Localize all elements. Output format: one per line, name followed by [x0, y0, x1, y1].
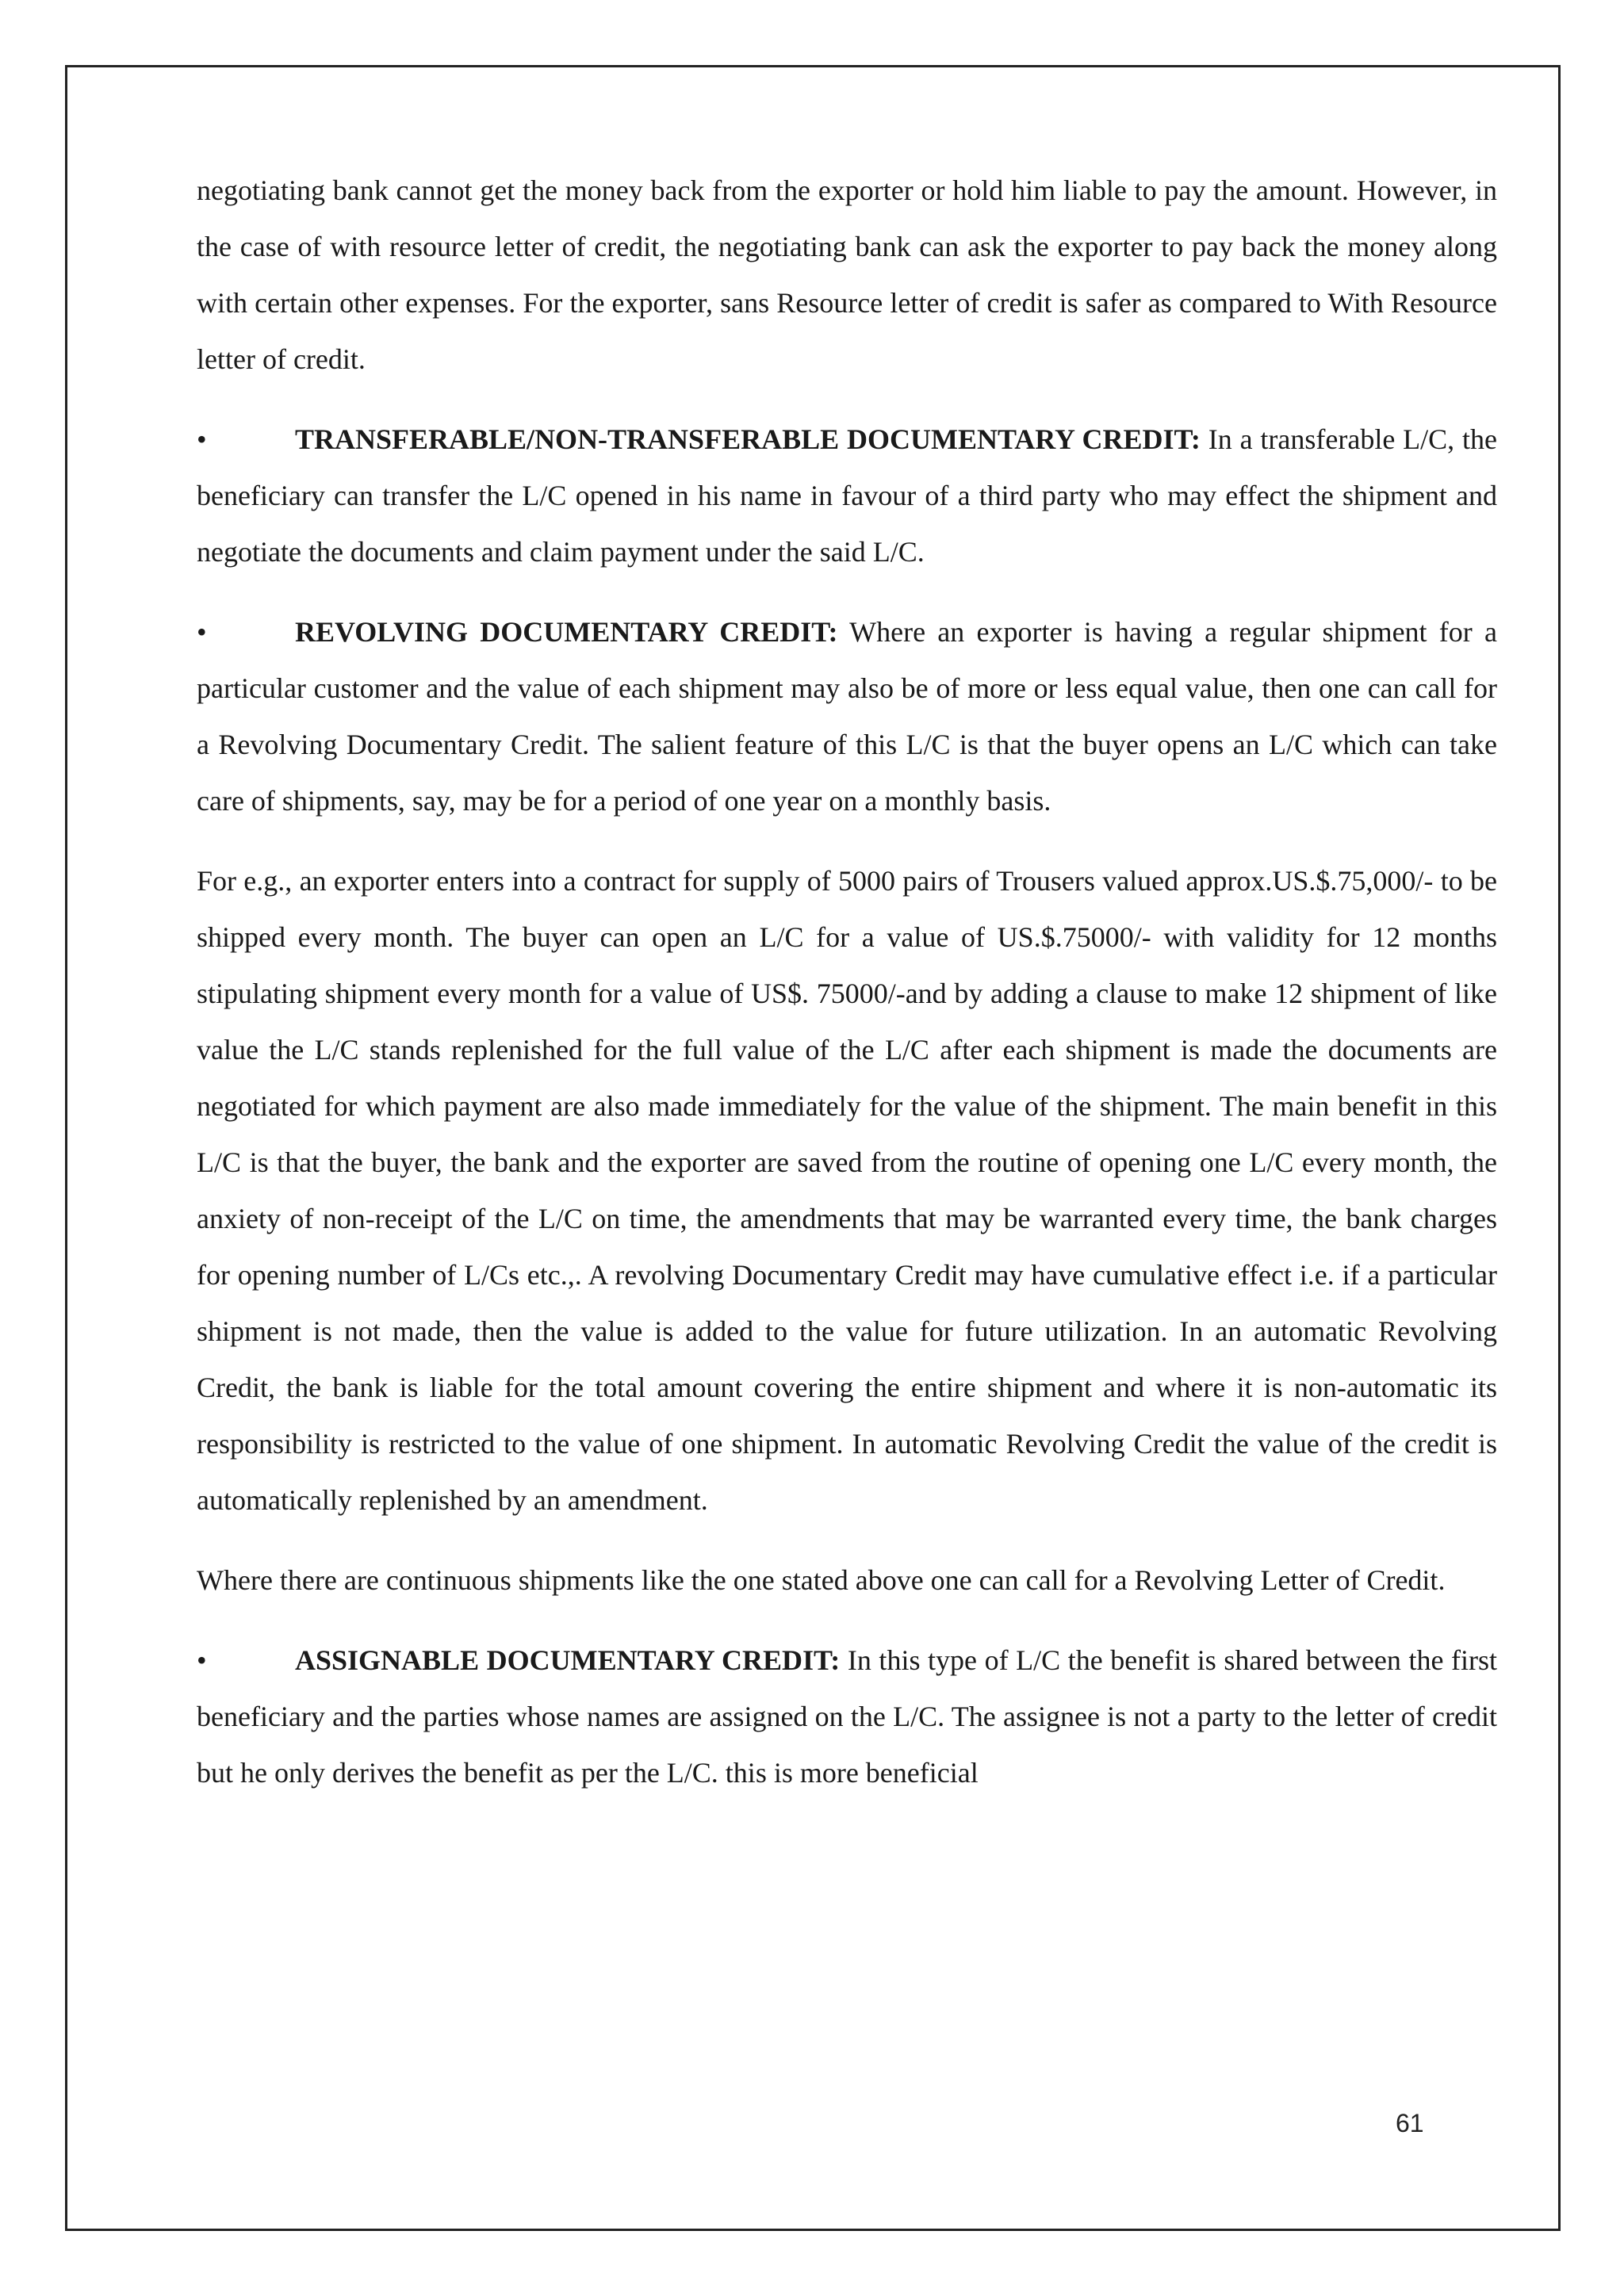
paragraph-revolving-example: For e.g., an exporter enters into a contract for supply of 5000 pairs of Trousers valued approx.US.$.75,000/- to be shipped every month. The buyer can open an L/C for a value of US.$.75000/- with validity for 12 months stipulating shipment every month for a value of US$. 75000/-and by adding a clause to make 12 shipment of like value the L/C stands replenished for the full value of the L/C after each shipment is made the documents are negotiated for which payment are also made immediately for the value of the shipment. The main benefit in this L/C is that the buyer, the bank and the exporter are saved from the routine of opening one L/C every month, the anxiety of non-receipt of the L/C on time, the amendments that may be warranted every time, the bank charges for opening number of L/Cs etc.,. A revolving Documentary Credit may have cumulative effect i.e. if a particular shipment is not made, then the value is added to the value for future utilization. In an automatic Revolving Credit, the bank is liable for the total amount covering the entire shipment and where it is non-automatic its responsibility is restricted to the value of one shipment. In automatic Revolving Credit the value of the credit is automatically replenished by an amendment. — [197, 865, 1497, 1516]
revolving-credit-heading: REVOLVING DOCUMENTARY CREDIT: — [295, 616, 838, 648]
page-number: 61 — [1396, 2109, 1424, 2137]
document-body — [197, 163, 1497, 1825]
bullet-icon: • — [197, 616, 207, 648]
bullet-revolving-credit — [197, 604, 1497, 829]
transferable-credit-heading: TRANSFERABLE/NON-TRANSFERABLE DOCUMENTARY CREDIT: — [295, 423, 1201, 455]
assignable-credit-heading: ASSIGNABLE DOCUMENTARY CREDIT: — [295, 1644, 841, 1676]
revolving-credit-text: Where an exporter is having a regular shipment for a particular customer and the value of each shipment may also be of more or less equal value, then one can call for a Revolving Documentary Credit. The salient feature of this L/C is that the buyer opens an L/C which can take care of shipments, say, may be for a period of one year on a monthly basis. — [197, 616, 1497, 817]
paragraph-continuous-shipments: Where there are continuous shipments like the one stated above one can call for a Revolving Letter of Credit. — [197, 1564, 1446, 1596]
bullet-transferable-credit — [197, 411, 1497, 580]
assignable-credit-text: In this type of L/C the benefit is shared between the first beneficiary and the parties whose names are assigned on the L/C. The assignee is not a party to the letter of credit but he only derives the benefit as per the L/C. this is more beneficial — [197, 1644, 1497, 1789]
bullet-assignable-credit — [197, 1632, 1497, 1801]
bullet-icon: • — [197, 1644, 207, 1676]
bullet-icon: • — [197, 423, 207, 455]
transferable-credit-text: In a transferable L/C, the beneficiary can transfer the L/C opened in his name in favour of a third party who may effect the shipment and negotiate the documents and claim payment under the said L/C. — [197, 423, 1498, 568]
paragraph-with-resource: negotiating bank cannot get the money back from the exporter or hold him liable to pay the amount. However, in the case of with resource letter of credit, the negotiating bank can ask the exporter to pay back the money along with certain other expenses. For the exporter, sans Resource letter of credit is safer as compared to With Resource letter of credit. — [197, 174, 1497, 375]
